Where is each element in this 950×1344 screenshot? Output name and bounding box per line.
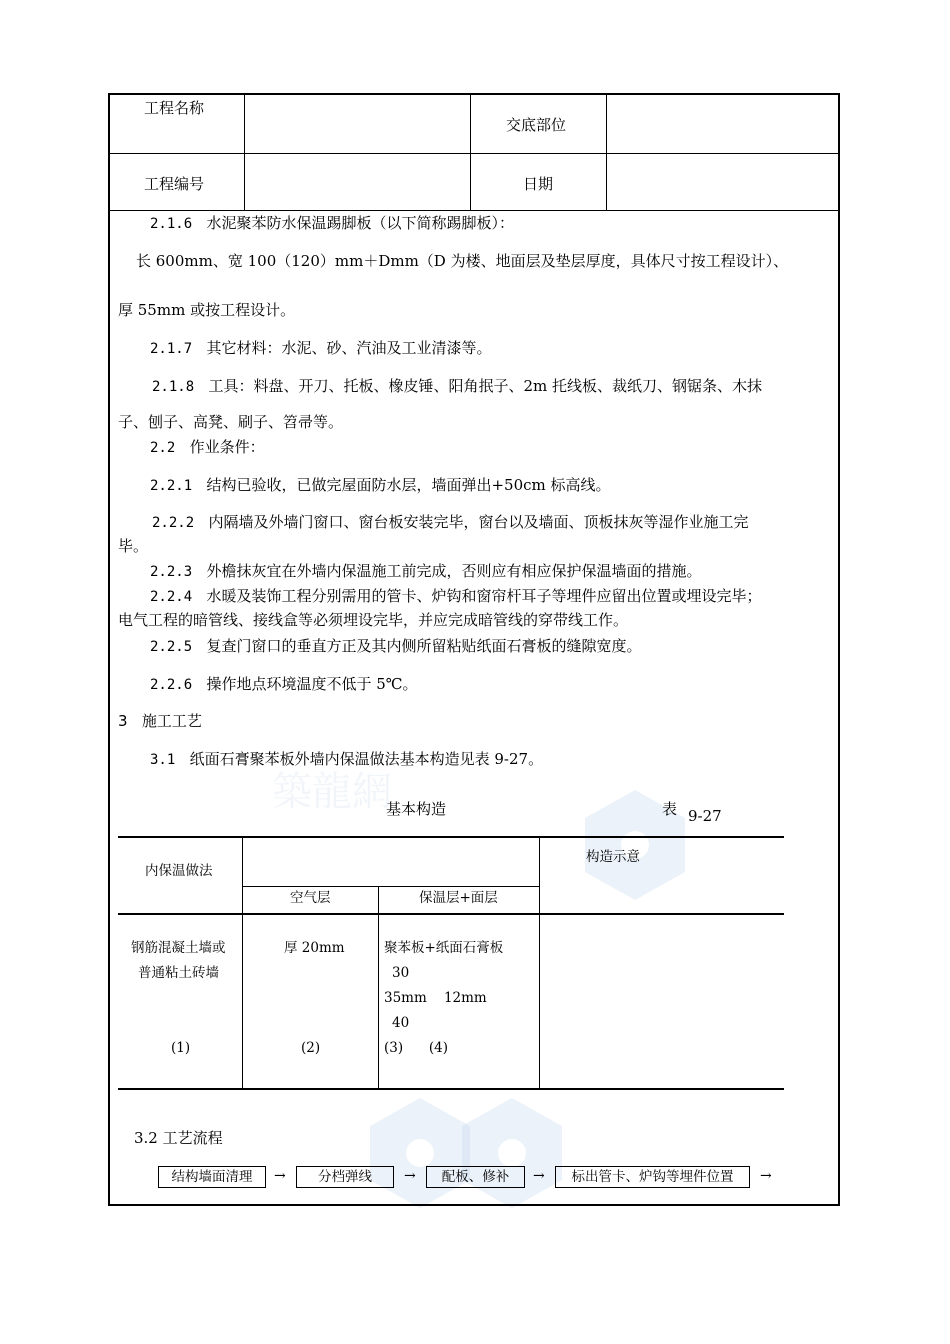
paragraph-2-2-6: [150, 674, 418, 695]
table-col-divider: [242, 837, 243, 1089]
table-caption: 基本构造: [386, 800, 447, 818]
table-header-method: 内保温做法: [145, 863, 213, 879]
handover-location-label: 交底部位: [506, 116, 567, 134]
paragraph-2-1-8: [152, 376, 762, 397]
paragraph-2-2-3: [150, 561, 701, 582]
table-cell-air-index: (2): [301, 1040, 321, 1056]
header-bottom-border: [108, 210, 840, 211]
handover-location-field[interactable]: [608, 95, 838, 151]
table-col-divider: [539, 837, 540, 1089]
clause-text: 内隔墙及外墙门窗口、窗台板安装完毕，窗台以及墙面、顶板抹灰等湿作业施工完: [208, 513, 749, 531]
flow-step-fit-boards: 配板、修补: [426, 1166, 525, 1188]
table-top-border: [118, 836, 784, 838]
clause-text: 水泥聚苯防水保温踢脚板（以下简称踢脚板）：: [206, 214, 514, 232]
project-name-field[interactable]: [246, 95, 468, 151]
header-divider: [108, 153, 840, 154]
paragraph-2-2-1: [150, 475, 611, 496]
clause-number: 2.2.2: [152, 515, 195, 531]
table-col-divider: [378, 887, 379, 1089]
table-header-diagram: 构造示意: [586, 849, 640, 865]
clause-text: 作业条件：: [189, 438, 265, 456]
paragraph-2-2-5: [150, 636, 641, 657]
table-header-air-layer: 空气层: [290, 890, 331, 906]
section-title: 施工工艺: [141, 712, 202, 730]
table-cell-insul-line4: 40: [392, 1015, 410, 1031]
clause-number: 2.2.6: [150, 677, 193, 693]
header-col-divider: [470, 93, 471, 210]
table-cell-insul-line1: 聚苯板+纸面石膏板: [384, 940, 504, 956]
clause-text: 水暖及装饰工程分别需用的管卡、炉钩和窗帘杆耳子等埋件应留出位置或埋设完毕；: [206, 587, 762, 605]
table-cell-insul-line2: 30: [392, 965, 410, 981]
flow-step-mark-lines: 分档弹线: [296, 1166, 394, 1188]
table-cell-wall-line1: 钢筋混凝土墙或: [131, 940, 226, 956]
paragraph-2-2-4: [150, 586, 761, 607]
clause-number: 2.1.8: [152, 379, 195, 395]
clause-text: 操作地点环境温度不低于 5℃。: [206, 675, 418, 693]
paragraph-2-2-2-line2: 毕。: [118, 537, 149, 555]
header-col-divider: [244, 93, 245, 210]
table-cell-wall-index: (1): [171, 1040, 191, 1056]
clause-text: 复查门窗口的垂直方正及其内侧所留粘贴纸面石膏板的缝隙宽度。: [206, 637, 642, 655]
table-cell-insul-index: (3) (4): [384, 1040, 448, 1056]
clause-number: 2.2.3: [150, 564, 193, 580]
table-cell-insul-line3: 35mm 12mm: [384, 990, 487, 1006]
paragraph-3-1: [150, 749, 543, 770]
table-word: 表: [662, 800, 678, 818]
clause-number: 2.1.7: [150, 341, 193, 357]
table-cell-air-value: 厚 20mm: [284, 940, 345, 956]
clause-number: 2.1.6: [150, 216, 193, 232]
section-number: 3: [118, 712, 128, 730]
flow-step-clean-wall: 结构墙面清理: [158, 1166, 266, 1188]
clause-text: 纸面石膏聚苯板外墙内保温做法基本构造见表 9-27。: [189, 750, 544, 768]
paragraph-2-1-7: [150, 338, 491, 359]
flow-arrow-icon: →: [274, 1168, 286, 1184]
flow-arrow-icon: →: [760, 1168, 772, 1184]
clause-text: 外檐抹灰宜在外墙内保温施工前完成，否则应有相应保护保温墙面的措施。: [206, 562, 702, 580]
header-col-divider: [606, 93, 607, 210]
table-cell-wall-line2: 普通粘土砖墙: [138, 965, 219, 981]
clause-number: 2.2.1: [150, 478, 193, 494]
clause-text: 工具：料盘、开刀、托板、橡皮锤、阳角抿子、2m 托线板、裁纸刀、钢锯条、木抹: [208, 377, 763, 395]
table-number: 9-27: [688, 807, 722, 825]
clause-number: 2.2.5: [150, 639, 193, 655]
clause-number: 2.2.4: [150, 589, 193, 605]
project-name-label: 工程名称: [144, 99, 205, 117]
clause-text: 结构已验收，已做完屋面防水层，墙面弹出+50cm 标高线。: [206, 476, 611, 494]
paragraph-2-1-6: [150, 213, 514, 234]
section-3-heading: [118, 711, 202, 731]
table-header-bottom: [118, 913, 784, 915]
clause-number: 3.1: [150, 752, 176, 768]
table-subheader-line: [243, 886, 539, 887]
flow-arrow-icon: →: [404, 1168, 416, 1184]
flow-arrow-icon: →: [533, 1168, 545, 1184]
paragraph-2-2: [150, 437, 265, 458]
table-header-insulation: 保温层+面层: [419, 890, 498, 906]
date-label: 日期: [523, 175, 554, 193]
date-field[interactable]: [608, 155, 838, 209]
clause-number: 2.2: [150, 440, 176, 456]
flow-step-mark-embeds: 标出管卡、炉钩等埋件位置: [555, 1166, 750, 1188]
clause-text: 其它材料：水泥、砂、汽油及工业清漆等。: [206, 339, 492, 357]
project-number-field[interactable]: [246, 155, 468, 209]
process-heading: 3.2 工艺流程: [134, 1129, 223, 1147]
table-bottom-border: [118, 1088, 784, 1090]
paragraph-2-1-6-line2: 长 600mm、宽 100（120）mm＋Dmm（D 为楼、地面层及垫层厚度，具体尺寸按工程设计）、: [136, 252, 789, 270]
paragraph-2-2-2: [152, 512, 748, 533]
watermark-text: 築龍網: [272, 769, 392, 815]
paragraph-2-2-4-line2: 电气工程的暗管线、接线盒等必须埋设完毕，并应完成暗管线的穿带线工作。: [118, 611, 629, 629]
project-number-label: 工程编号: [144, 175, 205, 193]
paragraph-2-1-6-line3: 厚 55mm 或按工程设计。: [118, 301, 296, 319]
paragraph-2-1-8-line2: 子、刨子、高凳、刷子、笤帚等。: [118, 413, 344, 431]
